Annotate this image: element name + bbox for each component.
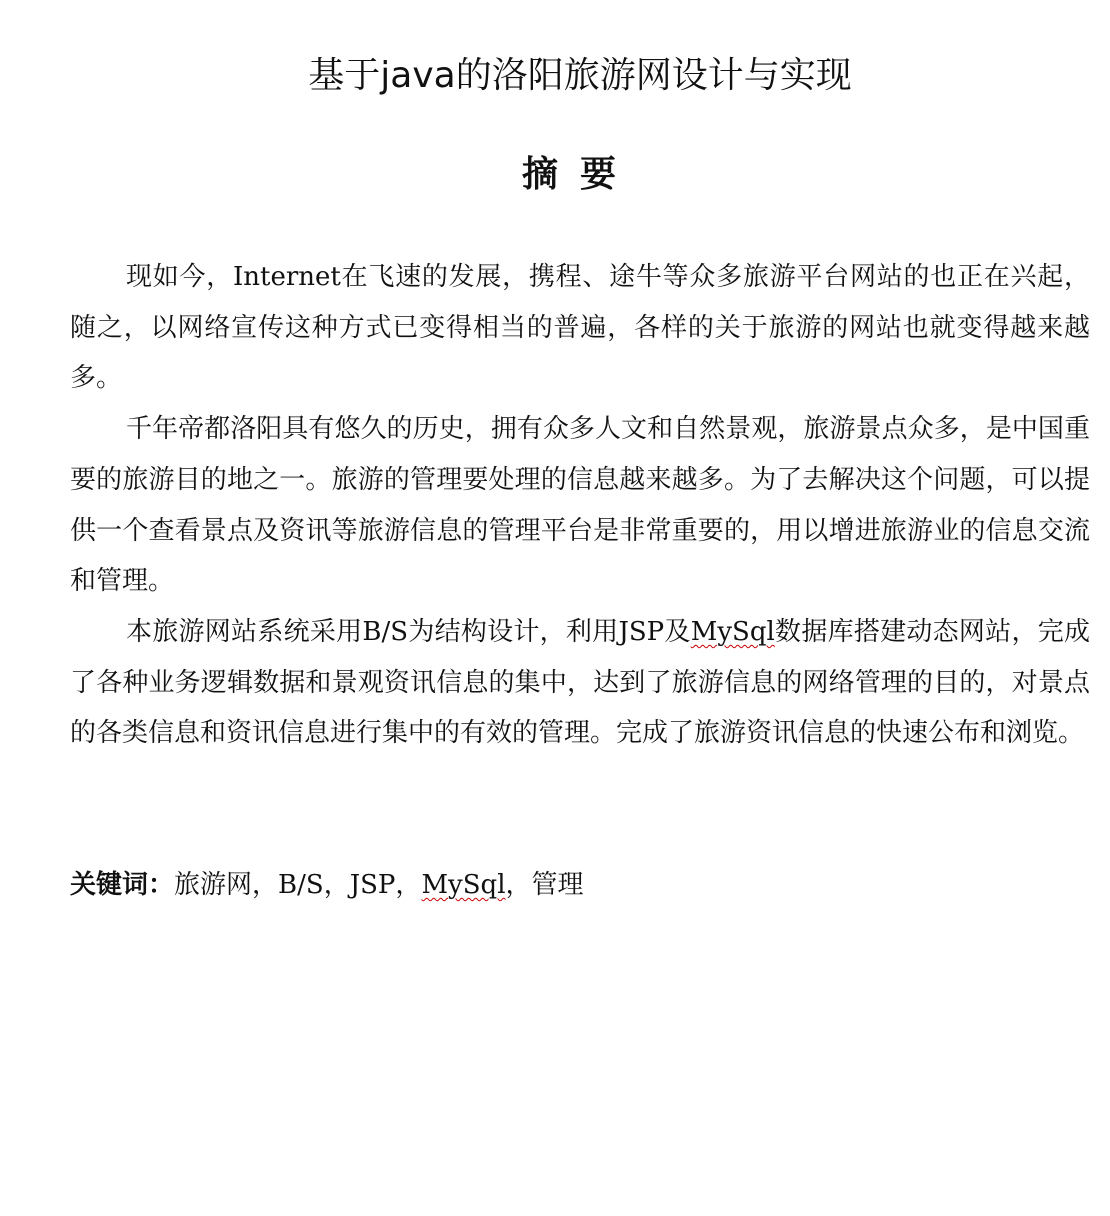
abstract-paragraph-2: 千年帝都洛阳具有悠久的历史，拥有众多人文和自然景观，旅游景点众多，是中国重要的旅游目的地之一。旅游的管理要处理的信息越来越多。为了去解决这个问题，可以提供一个查看景点及资讯等旅游信息的管理平台是非常重要的，用以增进旅游业的信息交流和管理。	[70, 414, 1090, 597]
paragraph-3-part-3: 数据库搭建动态网站，完成了各种业务逻辑数据和景观资讯信息的集中，达到了旅游信息的网络管理的目的，对景点的各类信息和资讯信息进行集中的有效的管理。完成了旅游资讯信息的快速公布和浏览。	[70, 616, 1090, 749]
abstract-heading: 摘要	[521, 154, 638, 195]
keywords-items-before: 旅游网，B/S，JSP，	[174, 870, 422, 900]
keywords-label: 关键词：	[70, 870, 175, 900]
keyword-mysql: MySql	[421, 870, 506, 900]
abstract-paragraph-1: 现如今，Internet在飞速的发展，携程、途牛等众多旅游平台网站的也正在兴起，随之，以网络宣传这种方式已变得相当的普遍，各样的关于旅游的网站也就变得越来越多。	[70, 262, 1090, 394]
spellcheck-mysql: MySql	[690, 616, 775, 647]
document-title: 基于java的洛阳旅游网设计与实现	[308, 55, 852, 96]
keywords-line	[70, 862, 1090, 908]
keywords-items-after: ，管理	[505, 870, 584, 900]
paragraph-3-part-1: 本旅游网站系统采用B/S为结构设计，利用JSP及	[126, 616, 691, 647]
abstract-paragraph-3	[70, 607, 1090, 759]
abstract-body	[70, 252, 1090, 759]
